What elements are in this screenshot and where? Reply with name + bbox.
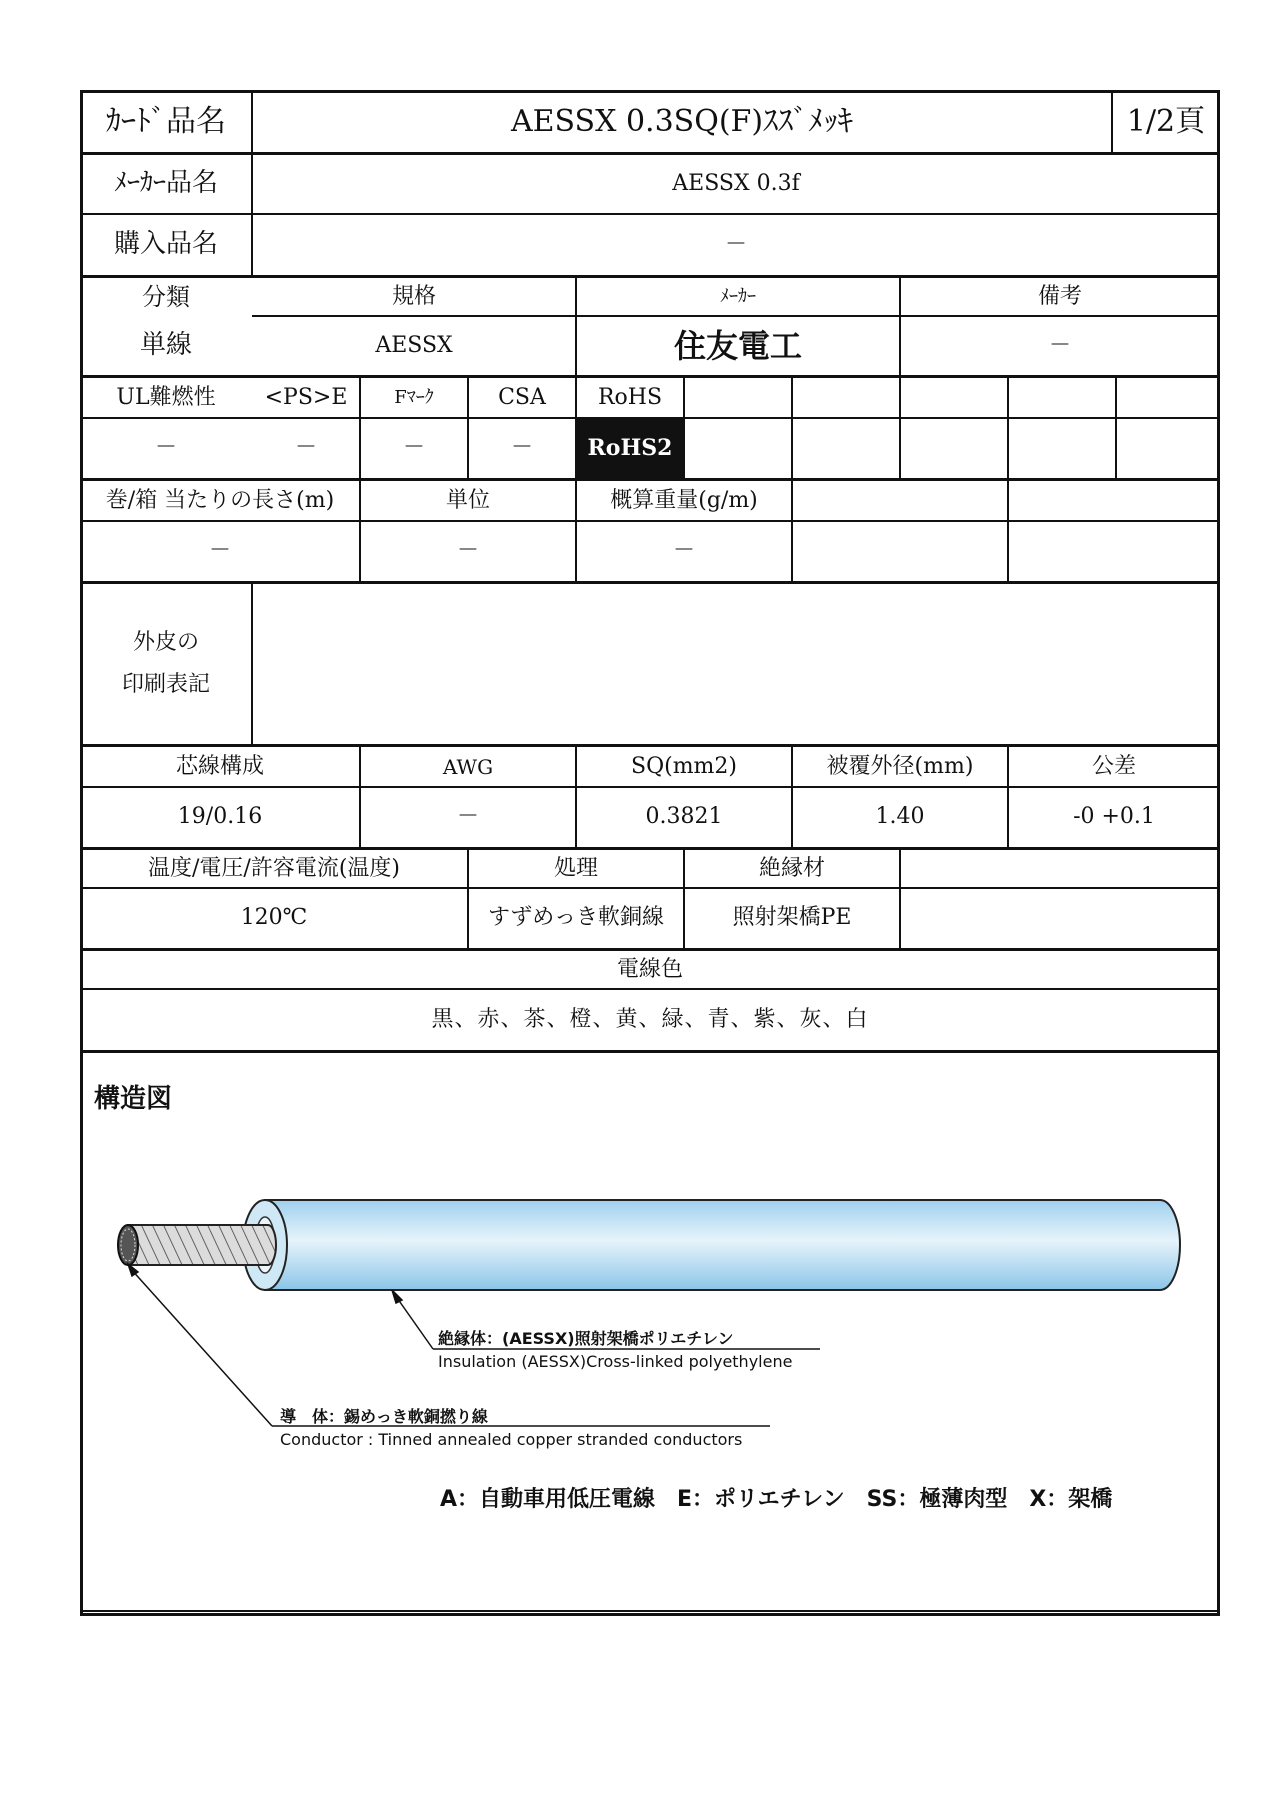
std-label-rohs: RoHS (597, 384, 663, 410)
maker-name-value: AESSX 0.3f (672, 170, 800, 196)
outer-diameter-value: 1.40 (875, 803, 925, 829)
unit-value: － (456, 537, 479, 563)
weight-value: － (672, 537, 695, 563)
print-marking-line1: 外皮の (132, 630, 199, 655)
std-value-fmark: － (402, 435, 425, 461)
temp-voltage-value: 120℃ (240, 904, 308, 930)
standard-value: AESSX (375, 332, 453, 358)
sq-value: 0.3821 (645, 803, 723, 829)
tolerance-value: -0 +0.1 (1073, 803, 1155, 829)
std-value-pse: － (294, 435, 317, 461)
treatment-label: 処理 (553, 855, 598, 881)
insulation-value: 照射架橋PE (732, 904, 852, 930)
awg-label: AWG (442, 755, 494, 779)
diagram-title: 構造図 (94, 1084, 173, 1114)
length-label: 巻/箱 当たりの長さ(m) (105, 487, 335, 513)
outer-diameter-label: 被覆外径(mm) (826, 753, 974, 779)
std-value-csa: － (510, 435, 533, 461)
maker-name-label: ﾒｰｶｰ品名 (113, 168, 218, 199)
sheet-bottom-rule (80, 1610, 1220, 1616)
wire-color-value: 黒、赤、茶、橙、黄、緑、青、紫、灰、白 (431, 1006, 869, 1032)
rohs2-badge: RoHS2 (577, 419, 683, 478)
std-value-ul: － (154, 435, 177, 461)
remarks-label: 備考 (1037, 283, 1082, 309)
purchase-name-value: － (724, 231, 747, 257)
remarks-value: － (1048, 332, 1071, 358)
maker-label: ﾒｰｶｰ (720, 286, 756, 308)
weight-label: 概算重量(g/m) (610, 487, 758, 513)
classification-label: 分類 (142, 282, 190, 311)
unit-label: 単位 (445, 487, 490, 513)
insulation-label-en: Insulation (AESSX)Cross-linked polyethylene (438, 1352, 793, 1371)
std-label-csa: CSA (498, 384, 546, 410)
insulation-label: 絶縁材 (758, 855, 825, 881)
std-label-pse: <PS>E (264, 384, 348, 410)
wire-color-label: 電線色 (616, 956, 683, 982)
page-number: 1/2頁 (1126, 103, 1206, 139)
treatment-value: すずめっき軟銅線 (487, 904, 664, 930)
conductor-label-jp: 導 体：錫めっき軟銅撚り線 (280, 1407, 488, 1426)
print-marking-value (252, 584, 1220, 744)
awg-value: － (456, 803, 479, 829)
std-label-ul: UL難燃性 (116, 384, 216, 410)
classification-value: 単線 (139, 330, 192, 361)
abbreviation-legend: A：自動車用低圧電線 E：ポリエチレン SS：極薄肉型 X：架橋 (440, 1487, 1113, 1512)
maker-value: 住友電工 (673, 326, 802, 365)
strand-label: 芯線構成 (175, 753, 264, 779)
tolerance-label: 公差 (1091, 753, 1136, 779)
card-name-value: AESSX 0.3SQ(F)ｽｽﾞﾒｯｷ (510, 103, 854, 139)
temp-voltage-label: 温度/電圧/許容電流(温度) (148, 855, 400, 881)
insulation-label-jp: 絶縁体：(AESSX)照射架橋ポリエチレン (438, 1329, 734, 1348)
std-label-fmark: Fﾏｰｸ (394, 387, 434, 409)
standard-label: 規格 (391, 283, 436, 309)
strand-value: 19/0.16 (177, 803, 263, 829)
card-name-label: ｶｰﾄﾞ品名 (106, 103, 226, 139)
sq-label: SQ(mm2) (631, 753, 737, 779)
purchase-name-label: 購入品名 (113, 229, 218, 260)
print-marking-line2: 印刷表記 (121, 672, 210, 697)
length-value: － (208, 537, 231, 563)
conductor-label-en: Conductor : Tinned annealed copper stranded conductors (280, 1430, 743, 1449)
print-marking-label (80, 584, 252, 744)
